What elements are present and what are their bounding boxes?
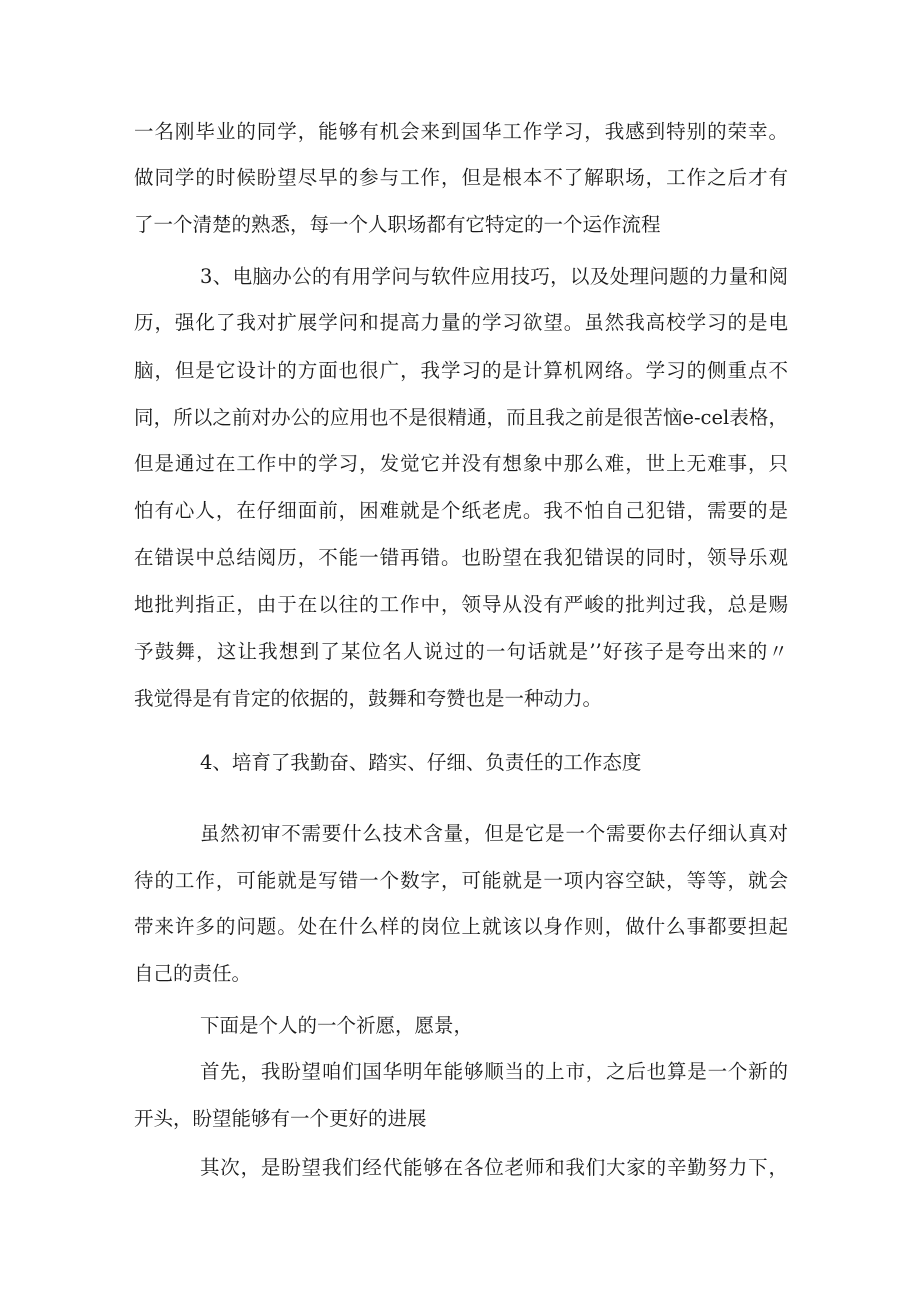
text-line: 怕有心人，在仔细面前，困难就是个纸老虎。我不怕自己犯错，需要的是 (134, 499, 788, 522)
section-heading-4: 4、培育了我勤奋、踏实、仔细、负责任的工作态度 (200, 751, 642, 774)
text-line: 脑，但是它设计的方面也很广，我学习的是计算机网络。学习的侧重点不 (134, 359, 788, 382)
text-line: 一名刚毕业的同学，能够有机会来到国华工作学习，我感到特别的荣幸。 (134, 120, 788, 143)
text-line: 地批判指正，由于在以往的工作中，领导从没有严峻的批判过我，总是赐 (134, 593, 788, 616)
text-line: 同，所以之前对办公的应用也不是很精通，而且我之前是很苦恼e-cel表格， (134, 406, 788, 429)
text-line: 予鼓舞，这让我想到了某位名人说过的一句话就是’’好孩子是夸出来的〃 (134, 640, 788, 663)
text-line: 下面是个人的一个祈愿，愿景， (200, 1014, 474, 1037)
text-line: 但是通过在工作中的学习，发觉它并没有想象中那么难，世上无难事，只 (134, 452, 788, 475)
text-line: 待的工作，可能就是写错一个数字，可能就是一项内容空缺，等等，就会 (134, 869, 788, 892)
text-line: 开头，盼望能够有一个更好的进展 (134, 1107, 427, 1130)
text-line: 自己的责任。 (134, 962, 252, 985)
text-line: 其次，是盼望我们经代能够在各位老师和我们大家的辛勤努力下， (200, 1156, 788, 1179)
text-line: 在错误中总结阅历，不能一错再错。也盼望在我犯错误的同时，领导乐观 (134, 546, 788, 569)
text-line: 带来许多的问题。处在什么样的岗位上就该以身作则，做什么事都要担起 (134, 915, 788, 938)
text-line: 了一个清楚的熟悉，每一个人职场都有它特定的一个运作流程 (134, 213, 661, 236)
text-line: 首先，我盼望咱们国华明年能够顺当的上市，之后也算是一个新的 (200, 1060, 788, 1083)
section-heading-3: 3、电脑办公的有用学问与软件应用技巧，以及处理问题的力量和阅 (200, 265, 788, 288)
text-line: 做同学的时候盼望尽早的参与工作，但是根本不了解职场，工作之后才有 (134, 166, 788, 189)
text-line: 历，强化了我对扩展学问和提高力量的学习欲望。虽然我高校学习的是电 (134, 311, 788, 334)
text-line: 我觉得是有肯定的依据的，鼓舞和夸赞也是一种动力。 (134, 687, 603, 710)
text-line: 虽然初审不需要什么技术含量，但是它是一个需要你去仔细认真对 (200, 822, 788, 845)
